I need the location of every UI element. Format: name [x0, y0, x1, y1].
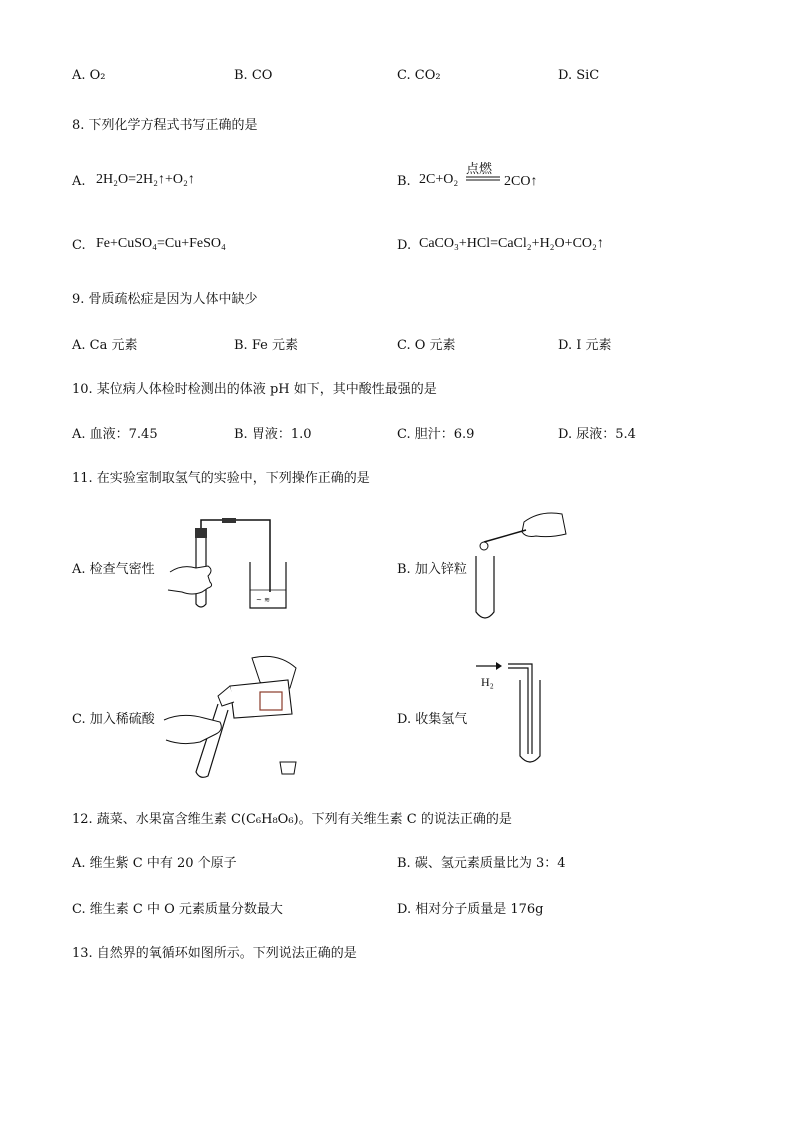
- q8-option-b-condition: 点燃: [466, 162, 493, 177]
- q12-option-c: C. 维生素 C 中 O 元素质量分数最大: [72, 902, 283, 917]
- q9-option-c: C. O 元素: [397, 338, 456, 353]
- q8-stem: 8. 下列化学方程式书写正确的是: [72, 118, 258, 133]
- q11-option-c: C. 加入稀硫酸: [72, 712, 155, 727]
- q12-option-b: B. 碳、氢元素质量比为 3：4: [397, 856, 566, 871]
- adding-zinc-apparatus-icon: [470, 508, 570, 624]
- q10-option-a: A. 血液：7.45: [72, 427, 158, 442]
- q8-option-c-label: C.: [72, 238, 86, 253]
- q10-option-d: D. 尿液：5.4: [558, 427, 636, 442]
- q7-option-b: B. CO: [234, 68, 273, 83]
- q10-option-c: C. 胆汁：6.9: [397, 427, 475, 442]
- q7-option-c: C. CO₂: [397, 68, 441, 83]
- q11-option-d-gas-label: H₂: [481, 675, 494, 689]
- q9-option-d: D. I 元素: [558, 338, 612, 353]
- q8-option-c-equation: Fe+CuSO₄=Cu+FeSO₄: [96, 236, 226, 251]
- q8-option-d-label: D.: [397, 238, 412, 253]
- q11-option-b: B. 加入锌粒: [397, 562, 467, 577]
- q8-option-d-equation: CaCO₃+HCl=CaCl₂+H₂O+CO₂↑: [419, 236, 604, 251]
- q8-option-b-right: 2CO↑: [504, 174, 538, 189]
- q7-option-d: D. SiC: [558, 68, 600, 83]
- q10-option-b: B. 胃液：1.0: [234, 427, 312, 442]
- svg-text:~ ≋: ~ ≋: [256, 596, 270, 604]
- q9-option-a: A. Ca 元素: [72, 338, 138, 353]
- q8-option-b-left: 2C+O₂: [419, 172, 459, 187]
- q10-stem: 10. 某位病人体检时检测出的体液 pH 如下，其中酸性最强的是: [72, 382, 437, 397]
- airtightness-check-apparatus-icon: [162, 512, 297, 614]
- q8-option-a-equation: 2H₂O=2H₂↑+O₂↑: [96, 172, 195, 187]
- q8-option-a-label: A.: [72, 174, 86, 189]
- q9-option-b: B. Fe 元素: [234, 338, 298, 353]
- q11-option-d: D. 收集氢气: [397, 712, 468, 727]
- q11-stem: 11. 在实验室制取氢气的实验中，下列操作正确的是: [72, 471, 370, 486]
- q9-stem: 9. 骨质疏松症是因为人体中缺少: [72, 292, 258, 307]
- q12-option-a: A. 维生紫 C 中有 20 个原子: [72, 856, 237, 871]
- equals-sign-icon: [466, 176, 502, 182]
- q12-stem: 12. 蔬菜、水果富含维生素 C(C₆H₈O₆)。下列有关维生素 C 的说法正确的是: [72, 812, 512, 827]
- q7-option-a: A. O₂: [72, 68, 106, 83]
- q12-option-d: D. 相对分子质量是 176g: [397, 902, 544, 917]
- q11-option-a: A. 检查气密性: [72, 562, 155, 577]
- adding-dilute-sulfuric-acid-apparatus-icon: [160, 652, 308, 780]
- q8-option-b-label: B.: [397, 174, 411, 189]
- q13-stem: 13. 自然界的氧循环如图所示。下列说法正确的是: [72, 946, 357, 961]
